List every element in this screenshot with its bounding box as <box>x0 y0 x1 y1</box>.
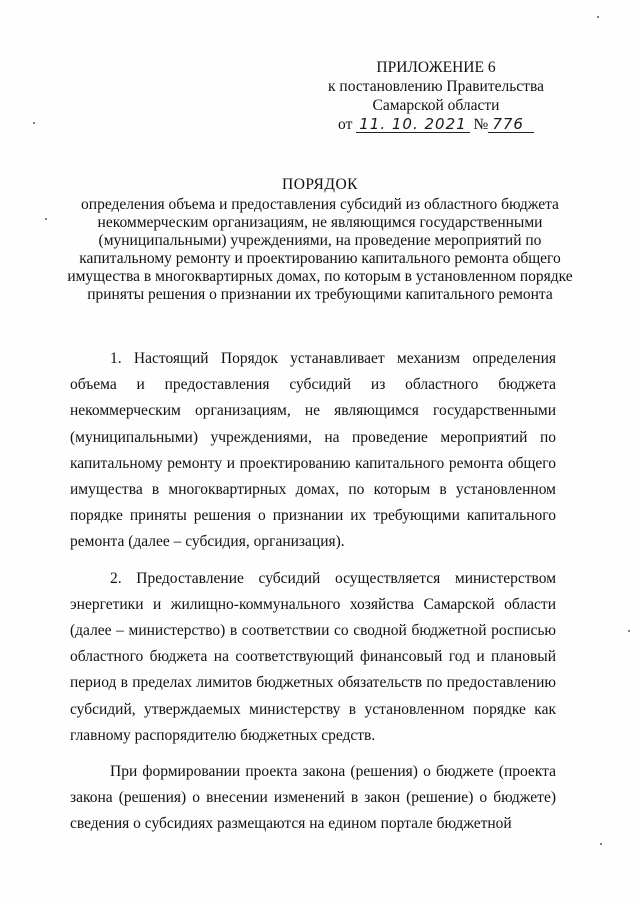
scan-speck <box>45 218 47 220</box>
number-prefix: № <box>473 116 489 133</box>
paragraph-3: При формировании проекта закона (решения) о бюджете (проекта закона (решения) о внесении изменений в закон (решение) о бюджете) сведения о субсидиях размещаются на едином портале бюджетной <box>70 763 556 833</box>
document-title-block <box>60 176 580 304</box>
scan-speck <box>33 122 35 124</box>
handwritten-date: 11. 10. 2021 <box>356 116 469 133</box>
date-prefix: от <box>338 116 353 133</box>
document-subtitle: определения объема и предоставления субсидий из областного бюджета некоммерческим организациям, не являющимся государственными (муниципальными) учреждениями, на проведение мероприятий по капитальному ремонту и проектированию капитального ремонта общего имущества в многоквартирных домах, по которым в установленном порядке приняты решения о признании их требующими капитального ремонта <box>67 196 573 303</box>
scan-speck <box>628 630 630 632</box>
handwritten-number: 776 <box>488 116 534 133</box>
annex-line-2: Самарской области <box>372 97 500 114</box>
annex-title: ПРИЛОЖЕНИЕ 6 <box>376 59 496 76</box>
annex-date-line <box>318 115 554 134</box>
document-heading: ПОРЯДОК <box>282 176 358 193</box>
annex-block <box>318 58 554 134</box>
paragraph-2: 2. Предоставление субсидий осуществляется министерством энергетики и жилищно-коммунального хозяйства Самарской области (далее – министерство) в соответствии со сводной бюджетной росписью областного бюджета на соответствующий финансовый год и плановый период в пределах лимитов бюджетных обязательств по предоставлению субсидий, утверждаемых министерству в установленном порядке как главному распорядителю бюджетных средств. <box>70 569 556 744</box>
annex-line-1: к постановлению Правительства <box>328 78 544 95</box>
scan-speck <box>597 16 599 18</box>
paragraph-1: 1. Настоящий Порядок устанавливает механизм определения объема и предоставления субсидий из областного бюджета некоммерческим организациям, не являющимся государственными (муниципальными) учреждениями, на проведение мероприятий по капитальному ремонту и проектированию капитального ремонта общего имущества в многоквартирных домах, по которым в установленном порядке приняты решения о признании их требующими капитального ремонта (далее – субсидия, организация). <box>70 350 556 551</box>
document-body <box>70 346 556 848</box>
scan-speck <box>600 843 602 845</box>
